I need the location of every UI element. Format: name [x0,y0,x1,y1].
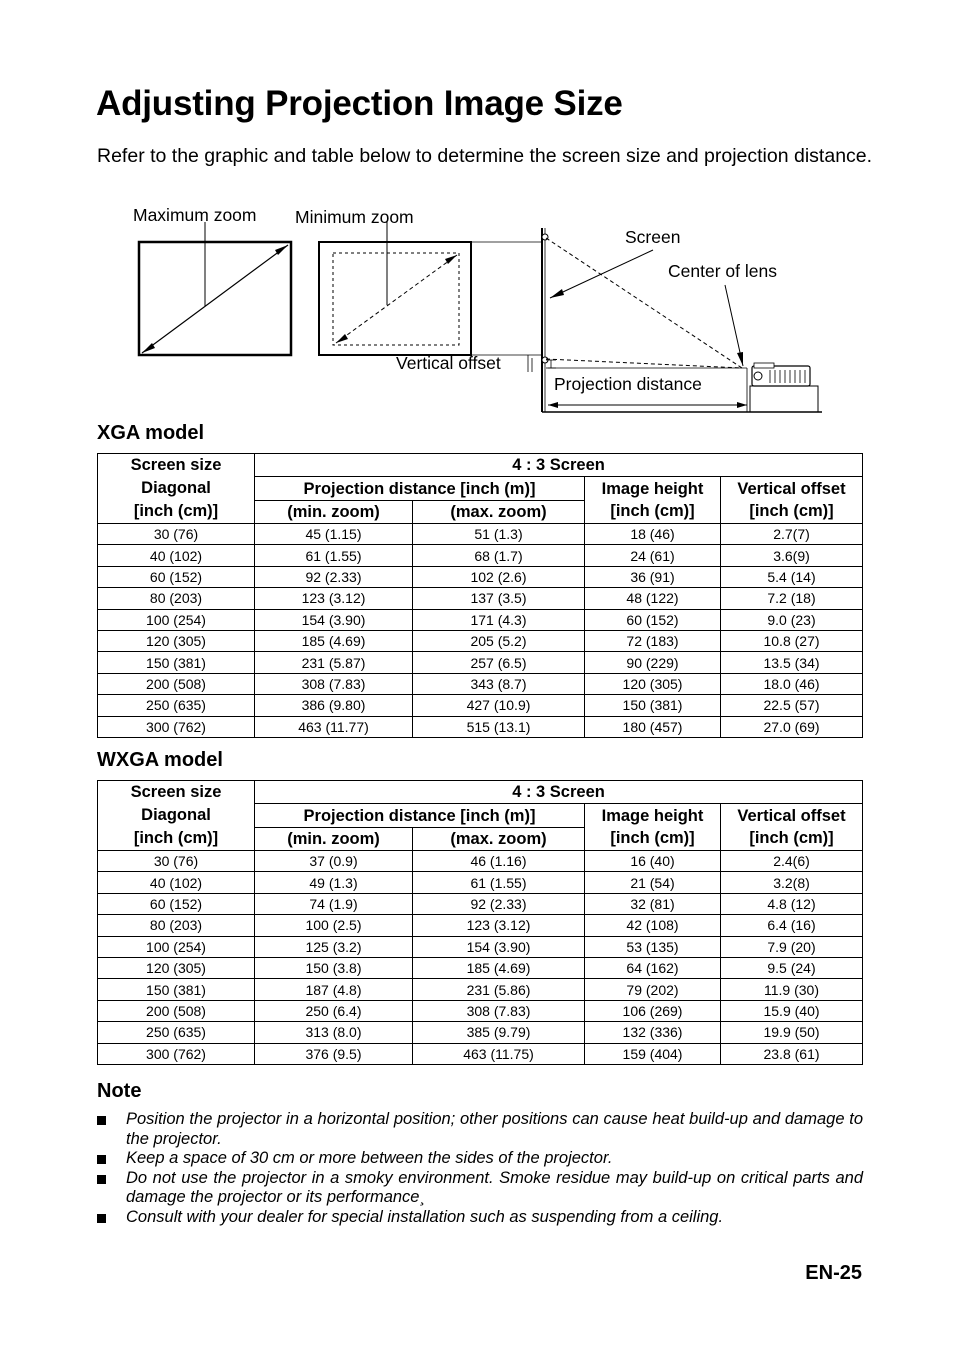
square-bullet-icon [97,1175,106,1184]
table-cell: 159 (404) [585,1043,721,1064]
table-cell: 120 (305) [585,673,721,694]
table-cell: 72 (183) [585,630,721,651]
table-cell: 102 (2.6) [413,566,585,587]
table-cell: 18.0 (46) [721,673,863,694]
table-cell: 300 (762) [98,1043,255,1064]
table-row [98,893,863,914]
table-row [98,673,863,694]
table-cell: 9.5 (24) [721,957,863,978]
table-cell: 515 (13.1) [413,716,585,737]
table-cell: 4.8 (12) [721,893,863,914]
table-cell: 36 (91) [585,566,721,587]
table-cell: 53 (135) [585,936,721,957]
table-cell: 15.9 (40) [721,1000,863,1021]
table-cell: 2.7(7) [721,524,863,545]
note-item [97,1149,863,1169]
projection-diagram [130,200,830,420]
table-cell: 180 (457) [585,716,721,737]
table-row [98,545,863,566]
table-cell: 30 (76) [98,851,255,872]
table-row [98,979,863,1000]
table-cell: 21 (54) [585,872,721,893]
table-cell: 3.2(8) [721,872,863,893]
table-row [98,695,863,716]
table-cell: 16 (40) [585,851,721,872]
table-cell: 22.5 (57) [721,695,863,716]
table-cell: 37 (0.9) [255,851,413,872]
table-cell: 80 (203) [98,588,255,609]
vertical-offset-label: Vertical offset [396,353,501,373]
table-cell: 154 (3.90) [255,609,413,630]
table-cell: 60 (152) [98,566,255,587]
table-cell: 19.9 (50) [721,1022,863,1043]
table-cell: 64 (162) [585,957,721,978]
table-cell: 60 (152) [585,609,721,630]
table-cell: 343 (8.7) [413,673,585,694]
page-number: EN-25 [805,1262,862,1284]
table-row [98,524,863,545]
table-cell: 132 (336) [585,1022,721,1043]
table-cell: 257 (6.5) [413,652,585,673]
table-cell: 463 (11.77) [255,716,413,737]
note-item [97,1110,863,1149]
table-cell: 150 (381) [585,695,721,716]
table-cell: 171 (4.3) [413,609,585,630]
note-text: Position the projector in a horizontal position; other positions can cause heat build-up and damage to the projector. [126,1110,863,1148]
screen-size-header: Screen size Diagonal [inch (cm)] [98,454,255,524]
table-cell: 123 (3.12) [255,588,413,609]
table-cell: 200 (508) [98,673,255,694]
table-cell: 49 (1.3) [255,872,413,893]
table-cell: 463 (11.75) [413,1043,585,1064]
table-cell: 2.4(6) [721,851,863,872]
table-cell: 120 (305) [98,957,255,978]
max-zoom-label: Maximum zoom [133,205,257,225]
center-of-lens-label: Center of lens [668,261,777,281]
table-row [98,957,863,978]
vertical-offset-header: Vertical offset [inch (cm)] [721,477,863,524]
table-cell: 125 (3.2) [255,936,413,957]
table-row [98,566,863,587]
table-cell: 18 (46) [585,524,721,545]
table-row [98,915,863,936]
table-cell: 79 (202) [585,979,721,1000]
square-bullet-icon [97,1214,106,1223]
table-cell: 150 (3.8) [255,957,413,978]
table-cell: 24 (61) [585,545,721,566]
table-row [98,588,863,609]
intro-text: Refer to the graphic and table below to determine the screen size and projection distance. [97,145,873,167]
table-cell: 9.0 (23) [721,609,863,630]
projection-distance-header: Projection distance [inch (m)] [255,477,585,501]
screen-ratio-header: 4 : 3 Screen [255,454,863,477]
note-list [97,1110,863,1227]
table-cell: 100 (2.5) [255,915,413,936]
table-row [98,1022,863,1043]
max-zoom-diagonal [142,245,288,353]
note-text: Consult with your dealer for special installation such as suspending from a ceiling. [126,1207,724,1226]
table-cell: 42 (108) [585,915,721,936]
table-cell: 68 (1.7) [413,545,585,566]
table-cell: 27.0 (69) [721,716,863,737]
table-cell: 30 (76) [98,524,255,545]
table-cell: 100 (254) [98,936,255,957]
table-cell: 7.2 (18) [721,588,863,609]
table-cell: 5.4 (14) [721,566,863,587]
table-row [98,609,863,630]
table-cell: 100 (254) [98,609,255,630]
table-cell: 7.9 (20) [721,936,863,957]
table-row [98,630,863,651]
xga-table [97,453,863,738]
table-row [98,851,863,872]
note-text: Do not use the projector in a smoky environment. Smoke residue may build-up on critical parts and damage the projector or its performance¸ [126,1168,863,1206]
table-cell: 32 (81) [585,893,721,914]
table-cell: 187 (4.8) [255,979,413,1000]
table-cell: 10.8 (27) [721,630,863,651]
table-row [98,716,863,737]
table-cell: 123 (3.12) [413,915,585,936]
projection-distance-label: Projection distance [554,374,702,394]
table-cell: 46 (1.16) [413,851,585,872]
table-cell: 106 (269) [585,1000,721,1021]
table-cell: 80 (203) [98,915,255,936]
square-bullet-icon [97,1116,106,1125]
table-cell: 150 (381) [98,979,255,1000]
max-zoom-header: (max. zoom) [413,501,585,524]
table-cell: 51 (1.3) [413,524,585,545]
screen-size-header: Screen size Diagonal [inch (cm)] [98,781,255,851]
table-cell: 92 (2.33) [413,893,585,914]
note-text: Keep a space of 30 cm or more between the sides of the projector. [126,1149,613,1167]
table-row [98,1043,863,1064]
table-cell: 200 (508) [98,1000,255,1021]
table-cell: 137 (3.5) [413,588,585,609]
table-cell: 40 (102) [98,872,255,893]
table-cell: 92 (2.33) [255,566,413,587]
vertical-offset-header: Vertical offset [inch (cm)] [721,804,863,851]
table-cell: 120 (305) [98,630,255,651]
table-cell: 386 (9.80) [255,695,413,716]
max-zoom-header: (max. zoom) [413,828,585,851]
table-cell: 385 (9.79) [413,1022,585,1043]
table-cell: 6.4 (16) [721,915,863,936]
table-cell: 154 (3.90) [413,936,585,957]
table-cell: 308 (7.83) [255,673,413,694]
table-cell: 90 (229) [585,652,721,673]
image-height-header: Image height [inch (cm)] [585,804,721,851]
note-item [97,1169,863,1208]
table-cell: 231 (5.87) [255,652,413,673]
page-title: Adjusting Projection Image Size [96,84,623,123]
table-cell: 376 (9.5) [255,1043,413,1064]
table-cell: 61 (1.55) [255,545,413,566]
table-cell: 250 (635) [98,1022,255,1043]
table-cell: 48 (122) [585,588,721,609]
note-title: Note [97,1080,142,1102]
table-cell: 23.8 (61) [721,1043,863,1064]
screen-ratio-header: 4 : 3 Screen [255,781,863,804]
table-cell: 13.5 (34) [721,652,863,673]
table-cell: 185 (4.69) [413,957,585,978]
table-cell: 231 (5.86) [413,979,585,1000]
screen-label: Screen [625,227,681,247]
table-cell: 11.9 (30) [721,979,863,1000]
table-cell: 150 (381) [98,652,255,673]
table-cell: 300 (762) [98,716,255,737]
min-zoom-header: (min. zoom) [255,828,413,851]
table-cell: 61 (1.55) [413,872,585,893]
image-height-header: Image height [inch (cm)] [585,477,721,524]
wxga-table [97,780,863,1065]
table-cell: 185 (4.69) [255,630,413,651]
table-cell: 308 (7.83) [413,1000,585,1021]
projection-distance-header: Projection distance [inch (m)] [255,804,585,828]
table-cell: 427 (10.9) [413,695,585,716]
table-cell: 3.6(9) [721,545,863,566]
table-cell: 45 (1.15) [255,524,413,545]
table-cell: 205 (5.2) [413,630,585,651]
table-cell: 60 (152) [98,893,255,914]
note-item [97,1208,863,1228]
square-bullet-icon [97,1155,106,1164]
xga-section-title: XGA model [97,422,205,444]
wxga-section-title: WXGA model [97,749,223,771]
table-cell: 250 (635) [98,695,255,716]
table-cell: 74 (1.9) [255,893,413,914]
table-cell: 40 (102) [98,545,255,566]
table-row [98,1000,863,1021]
min-zoom-header: (min. zoom) [255,501,413,524]
min-zoom-label: Minimum zoom [295,207,414,227]
table-cell: 313 (8.0) [255,1022,413,1043]
table-cell: 250 (6.4) [255,1000,413,1021]
table-row [98,652,863,673]
table-row [98,872,863,893]
projector-icon [752,363,810,386]
table-row [98,936,863,957]
